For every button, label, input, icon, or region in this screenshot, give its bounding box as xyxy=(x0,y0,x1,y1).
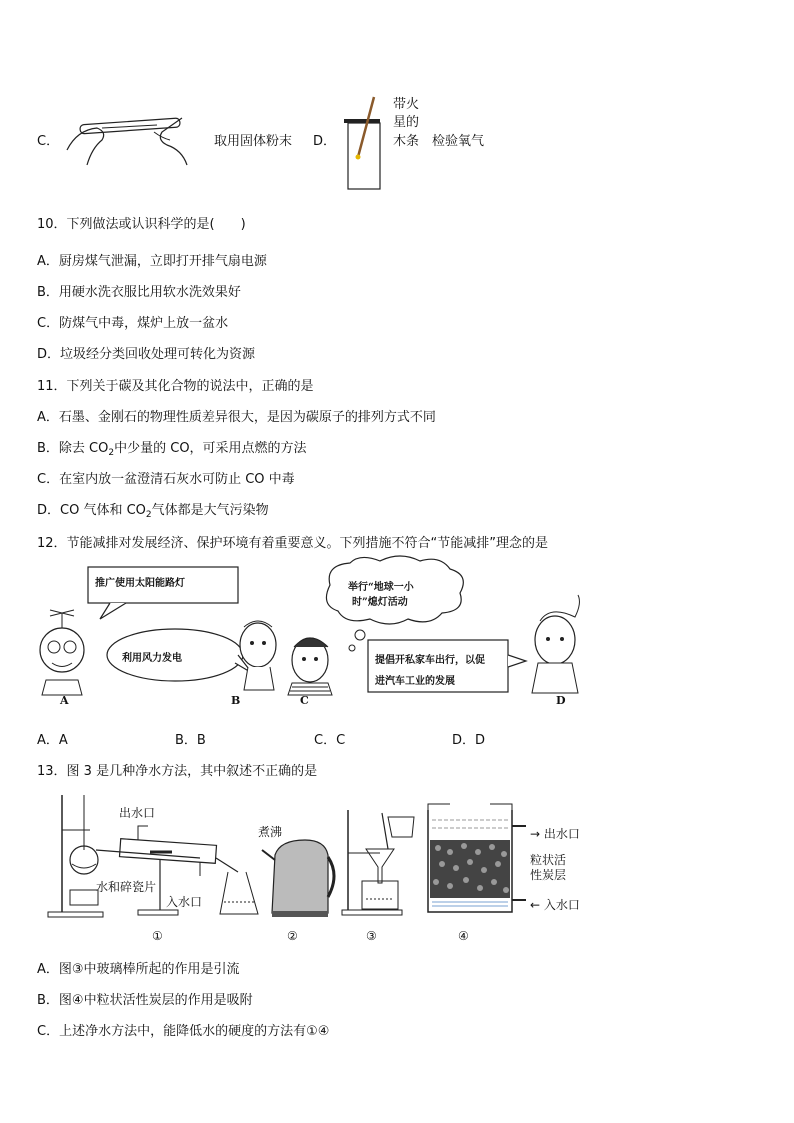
q11-option-c: C．在室内放一盆澄清石灰水可防止 CO 中毒 xyxy=(37,472,295,487)
q12-option-c: C．C xyxy=(314,733,346,748)
q9-option-c-label: C． xyxy=(37,134,60,149)
q11-option-d: D．CO 气体和 $CO_2$气体都是大气污染物 xyxy=(37,503,269,520)
q9-d-note-2: 星的 xyxy=(393,115,420,130)
q12-bubble-c-1: 举行“地球一小 xyxy=(348,582,414,593)
kettle-figure xyxy=(260,835,340,920)
q9-option-c-desc: 取用固体粉末 xyxy=(214,134,293,149)
q10-option-b: B．用硬水洗衣服比用软水洗效果好 xyxy=(37,285,241,300)
fig4-layer-label-1: 粒状活 xyxy=(530,853,567,867)
q12-option-a: A．A xyxy=(37,733,68,748)
test-tube-powder-figure xyxy=(62,110,192,170)
fig1-number: ① xyxy=(152,929,163,943)
q12-label-d: D xyxy=(556,694,566,707)
q13-option-a: A．图③中玻璃棒所起的作用是引流 xyxy=(37,962,240,977)
q12-option-b: B．B xyxy=(175,733,206,748)
distillation-apparatus-figure xyxy=(40,790,283,925)
q11-option-b: B．除去 $CO_2$中少量的 CO，可采用点燃的方法 xyxy=(37,441,307,458)
oxygen-bottle-figure xyxy=(340,95,390,195)
fig2-number: ② xyxy=(287,929,298,943)
q11-stem: 11．下列关于碳及其化合物的说法中，正确的是 xyxy=(37,379,314,394)
fig4-layer-label-2: 性炭层 xyxy=(530,868,567,882)
q12-label-c: C xyxy=(300,694,309,707)
fig4-number: ④ xyxy=(458,929,469,943)
fig4-inlet-label: ← 入水口 xyxy=(530,898,580,912)
q12-label-b: B xyxy=(231,694,241,707)
q12-option-d: D．D xyxy=(452,733,486,748)
q12-stem: 12．节能减排对发展经济、保护环境有着重要意义。下列措施不符合“节能减排”理念的是 xyxy=(37,536,549,551)
q12-bubble-a: 推广使用太阳能路灯 xyxy=(95,578,185,589)
carbon-filter-figure xyxy=(420,800,530,920)
q13-option-b: B．图④中粒状活性炭层的作用是吸附 xyxy=(37,993,253,1008)
fig3-number: ③ xyxy=(366,929,377,943)
q12-label-a: A xyxy=(60,694,69,707)
q12-bubble-d-2: 进汽车工业的发展 xyxy=(375,676,455,687)
fig1-flask-label: 水和碎瓷片 xyxy=(96,880,157,894)
q9-d-note-3: 木条 xyxy=(393,134,420,149)
q10-option-d: D．垃圾经分类回收处理可转化为资源 xyxy=(37,347,256,362)
fig1-outlet-label: 出水口 xyxy=(119,806,156,820)
q9-option-d-label: D． xyxy=(313,134,337,149)
fig4-outlet-label: → 出水口 xyxy=(530,827,580,841)
q10-stem: 10．下列做法或认识科学的是( ) xyxy=(37,217,246,232)
q13-stem: 13．图 3 是几种净水方法，其中叙述不正确的是 xyxy=(37,764,318,779)
q12-bubble-d-1: 提倡开私家车出行，以促 xyxy=(375,655,485,666)
filtration-figure xyxy=(340,805,420,920)
q12-bubble-c-2: 时”熄灯活动 xyxy=(352,597,408,608)
q10-option-a: A．厨房煤气泄漏，立即打开排气扇电源 xyxy=(37,254,267,269)
q9-d-note-1: 带火 xyxy=(393,97,420,112)
q9-option-d-desc: 检验氧气 xyxy=(432,134,485,149)
fig2-label: 煮沸 xyxy=(258,825,283,839)
q12-bubble-b: 利用风力发电 xyxy=(122,653,182,664)
q13-option-c: C．上述净水方法中，能降低水的硬度的方法有①④ xyxy=(37,1024,330,1039)
q11-option-a: A．石墨、金刚石的物理性质差异很大，是因为碳原子的排列方式不同 xyxy=(37,410,436,425)
fig1-inlet-label: 入水口 xyxy=(166,895,203,909)
q10-option-c: C．防煤气中毒，煤炉上放一盆水 xyxy=(37,316,229,331)
